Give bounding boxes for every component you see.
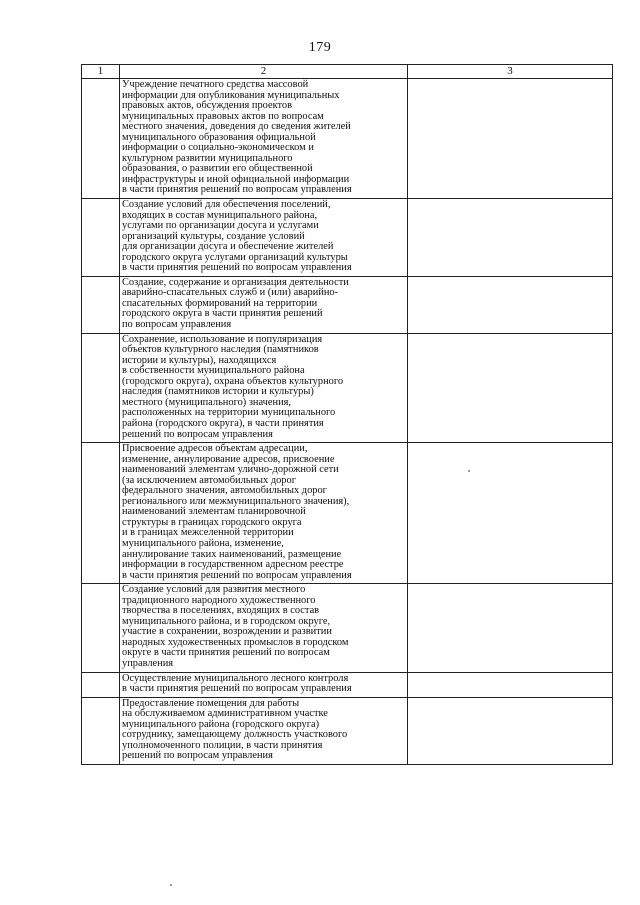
row-number-cell [82,199,120,277]
scan-speck [468,470,470,472]
authority-cell [120,79,408,199]
table-row [82,697,613,764]
authority-cell [120,333,408,442]
notes-cell [408,199,613,277]
row-number-cell [82,276,120,333]
authority-text: Создание, содержание и организация деятельности аварийно-спасательных служб и (или) аварийно- спасательных формирований на территории городского округа в части принятия решений по вопросам управления [122,276,349,331]
page-number: 179 [308,40,332,55]
authority-cell [120,199,408,277]
row-number-cell [82,697,120,764]
authority-cell [120,276,408,333]
notes-cell [408,697,613,764]
authority-text: Создание условий для обеспечения поселений, входящих в состав муниципального района, услугами по организации досуга и услугами организаций культуры, создание условий для организации досуга и обеспечение жителей городского округа услугами организаций культуры в части принятия решений по вопросам управления [122,199,352,274]
table-row [82,443,613,584]
table-row [82,672,613,697]
column-header-3: 3 [408,65,613,79]
authority-text: Присвоение адресов объектам адресации, изменение, аннулирование адресов, присвоение наименований элементам улично-дорожной сети (за исключением автомобильных дорог федерального значения, автомобильных дорог регионального или межмуниципального значения), наименований элементам планировочной структуры в границах городского округа и в границах межселенной территории муниципального района, изменение, аннулирование таких наименований, размещение информации в государственном адресном реестре в части принятия решений по вопросам управления [122,443,352,581]
authority-text: Учреждение печатного средства массовой информации для опубликования муниципальных правовых актов, обсуждения проектов муниципальных правовых актов по вопросам местного значения, доведения до сведения жителей муниципального образования официальной информации о социально-экономическом и культурном развитии муниципального образования, о развитии его общественной инфраструктуры и иной официальной информации в части принятия решений по вопросам управления [122,79,352,196]
notes-cell [408,584,613,672]
table-row [82,199,613,277]
authority-text: Сохранение, использование и популяризация объектов культурного наследия (памятников истории и культуры), находящихся в собственности муниципального района (городского округа), охрана объектов культурного наследия (памятников истории и культуры) местного (муниципального) значения, расположенных на территории муниципального района (городского округа), в части принятия решений по вопросам управления [122,333,344,440]
table-header-row [82,65,613,79]
row-number-cell [82,79,120,199]
row-number-cell [82,333,120,442]
notes-cell [408,443,613,584]
authority-table [81,64,613,765]
authority-text: Предоставление помещения для работы на обслуживаемом административном участке муниципального района (городского округа) сотруднику, замещающему должность участкового уполномоченного полиции, в части принятия решений по вопросам управления [122,697,348,762]
notes-cell [408,333,613,442]
authority-cell [120,584,408,672]
authority-cell [120,672,408,697]
table-row [82,333,613,442]
authority-cell [120,443,408,584]
row-number-cell [82,443,120,584]
authority-cell [120,697,408,764]
notes-cell [408,79,613,199]
column-header-2: 2 [120,65,408,79]
authority-text: Осуществление муниципального лесного контроля в части принятия решений по вопросам управления [122,672,352,695]
notes-cell [408,672,613,697]
row-number-cell [82,584,120,672]
column-header-1: 1 [82,65,120,79]
scan-speck [170,884,172,886]
table-row [82,276,613,333]
authority-text: Создание условий для развития местного традиционного народного художественного творчества в поселениях, входящих в состав муниципального района, и в городском округе, участие в сохранении, возрождении и развитии народных художественных промыслов в городском округе в части принятия решений по вопросам управления [122,584,349,669]
notes-cell [408,276,613,333]
row-number-cell [82,672,120,697]
table-row [82,79,613,199]
table-row [82,584,613,672]
